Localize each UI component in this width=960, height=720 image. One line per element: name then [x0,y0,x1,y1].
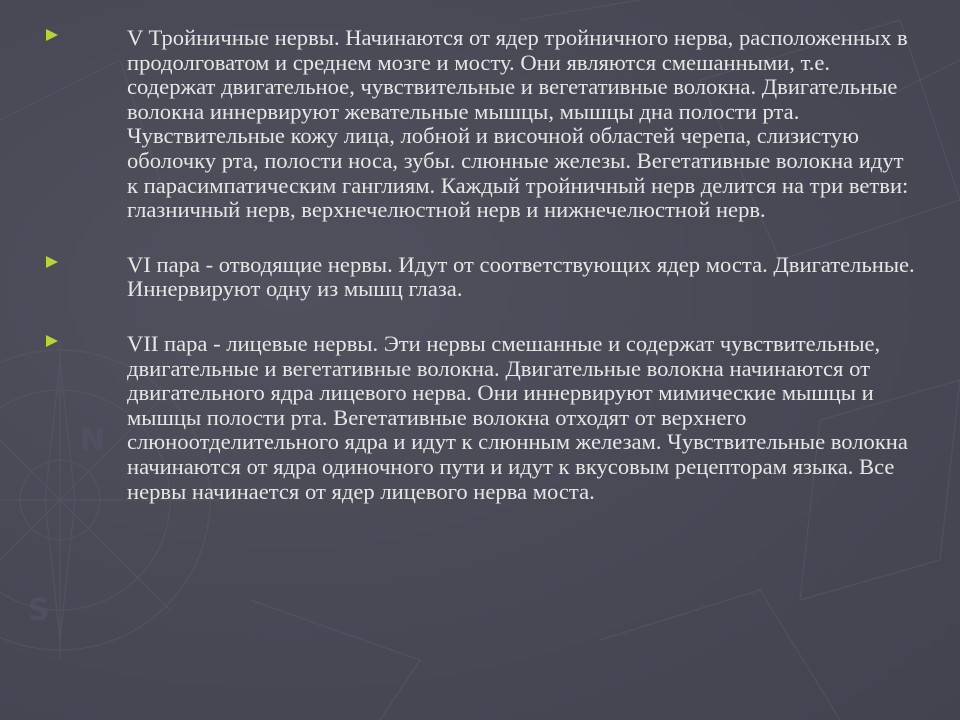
bullet-item-trigeminal [40,26,920,223]
bullet-item-abducens [40,253,920,302]
bullet-text: VII пара - лицевые нервы. Эти нервы смешанные и содержат чувствительные, двигательные и вегетативные волокна. Двигательные волокна начинаются от двигательного ядра лицевого нерва. Они иннервируют мимические мышцы и мышцы полости рта. Вегетативные волокна отходят от верхнего слюноотделительного ядра и идут к слюнным железам. Чувствительные волокна начинаются от ядра одиночного пути и идут к вкусовым рецепторам языка. Все нервы начинается от ядер лицевого нерва моста. [127,330,908,504]
bullet-text: VI пара - отводящие нервы. Идут от соответствующих ядер моста. Двигательные. Иннервируют одну из мышц глаза. [127,251,915,302]
triangle-bullet-icon [46,256,58,268]
bullet-list [40,26,920,534]
triangle-bullet-icon [46,29,58,41]
bullet-item-facial [40,332,920,504]
compass-letter-s: S [28,593,50,628]
compass-letter-n: N [80,423,106,458]
bullet-text: V Тройничные нервы. Начинаются от ядер тройничного нерва, расположенных в продолговатом и среднем мозге и мосту. Они являются смешанными, т.е. содержат двигательное, чувствительные и вегетативные волокна. Двигательные волокна иннервируют жевательные мышцы, мышцы дна полости рта. Чувствительные кожу лица, лобной и височной областей черепа, слизистую оболочку рта, полости носа, зубы. слюнные железы. Вегетативные волокна идут к парасимпатическим ганглиям. Каждый тройничный нерв делится на три ветви: глазничный нерв, верхнечелюстной нерв и нижнечелюстной нерв. [127,25,909,223]
triangle-bullet-icon [46,335,58,347]
